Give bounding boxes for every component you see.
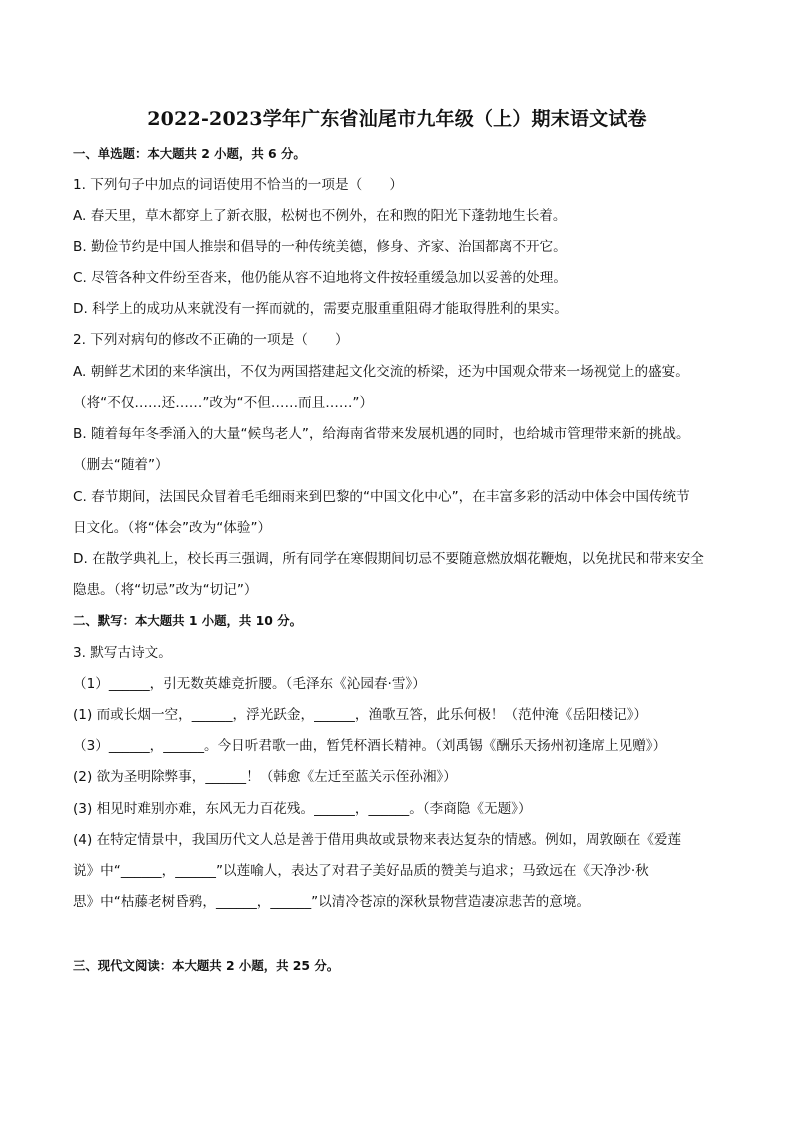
- fill-blank-item: (4) 在特定情景中，我国历代文人总是善于借用典故或景物来表达复杂的情感。例如，周敦颐在《爱莲: [73, 832, 682, 848]
- fill-blank-item-cont: 思》中“枯藤老树昏鸦，______，______”以清冷苍凉的深秋景物营造凄凉悲苦的意境。: [73, 894, 591, 910]
- option-d-cont: 隐患。（将“切忌”改为“切记”）: [73, 582, 258, 598]
- option-b: B. 勤俭节约是中国人推崇和倡导的一种传统美德，修身、齐家、治国都离不开它。: [73, 239, 567, 255]
- option-c-cont: 日文化。（将“体会”改为“体验”）: [73, 520, 272, 536]
- fill-blank-item-cont: 说》中“______，______”以莲喻人，表达了对君子美好品质的赞美与追求；马致远在《天净沙·秋: [73, 863, 649, 879]
- section-heading: 一、单选题：本大题共 2 小题，共 6 分。: [73, 146, 306, 161]
- question-stem: 2. 下列对病句的修改不正确的一项是（ ）: [73, 332, 349, 348]
- fill-blank-item: （3）______，______。今日听君歌一曲，暂凭杯酒长精神。（刘禹锡《酬乐天扬州初逢席上见赠》）: [73, 738, 667, 754]
- fill-blank-item: (1) 而或长烟一空，______，浮光跃金，______，渔歌互答，此乐何极！（范仲淹《岳阳楼记》）: [73, 707, 648, 723]
- fill-blank-item: (2) 欲为圣明除弊事，______！（韩愈《左迁至蓝关示侄孙湘》）: [73, 769, 457, 785]
- option-d: D. 在散学典礼上，校长再三强调，所有同学在寒假期间切忌不要随意燃放烟花鞭炮，以免扰民和带来安全: [73, 551, 704, 567]
- option-d: D. 科学上的成功从来就没有一挥而就的，需要克服重重阻碍才能取得胜利的果实。: [73, 301, 568, 317]
- option-a-note: （将“不仅……还……”改为“不但……而且……”）: [73, 395, 374, 411]
- section-heading: 二、默写：本大题共 1 小题，共 10 分。: [73, 613, 302, 628]
- option-a: A. 春天里，草木都穿上了新衣服，松树也不例外，在和煦的阳光下蓬勃地生长着。: [73, 208, 567, 224]
- question-stem: 3. 默写古诗文。: [73, 645, 172, 661]
- fill-blank-item: （1）______，引无数英雄竞折腰。（毛泽东《沁园春·雪》）: [73, 676, 426, 692]
- section-heading: 三、现代文阅读：本大题共 2 小题，共 25 分。: [73, 958, 340, 973]
- option-a: A. 朝鲜艺术团的来华演出，不仅为两国搭建起文化交流的桥梁，还为中国观众带来一场视觉上的盛宴。: [73, 364, 689, 380]
- option-c: C. 尽管各种文件纷至沓来，他仍能从容不迫地将文件按轻重缓急加以妥善的处理。: [73, 270, 567, 286]
- fill-blank-item: (3) 相见时难别亦难，东风无力百花残。______，______。（李商隐《无题》）: [73, 801, 532, 817]
- page-title: 2022-2023学年广东省汕尾市九年级（上）期末语文试卷: [147, 108, 647, 130]
- option-b: B. 随着每年冬季涌入的大量“候鸟老人”，给海南省带来发展机遇的同时，也给城市管理带来新的挑战。: [73, 426, 690, 442]
- option-c: C. 春节期间，法国民众冒着毛毛细雨来到巴黎的“中国文化中心”，在丰富多彩的活动中体会中国传统节: [73, 489, 690, 505]
- option-b-note: （删去“随着”）: [73, 457, 169, 473]
- question-stem: 1. 下列句子中加点的词语使用不恰当的一项是（ ）: [73, 177, 403, 193]
